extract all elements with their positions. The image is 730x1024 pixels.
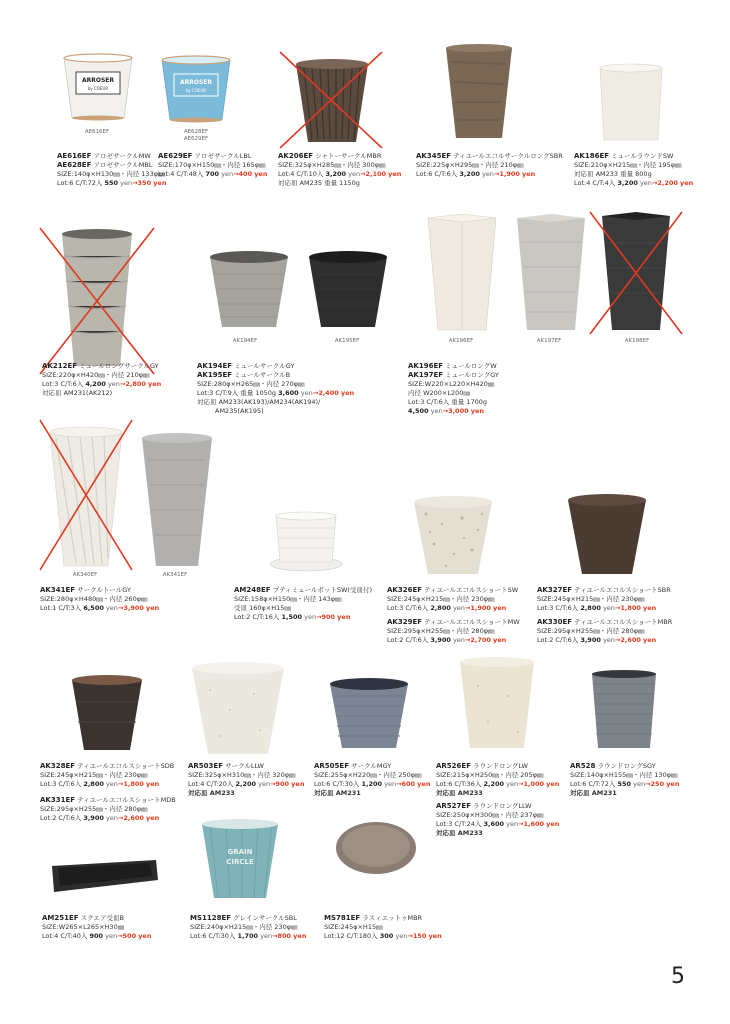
product-info: AR527EF ラウンドロングLLW SIZE:250φ×H300㎜・内径 237φ㎜ Lot:3 C/T:24入 3,600 yen→1,600 yen 対応皿 AM233 (436, 802, 560, 837)
product-image-ak212ef (36, 226, 158, 376)
product-info: AK186EF ミュールラウンドSW SIZE:210φ×H215㎜・内径 195φ㎜ 対応皿 AM233 重量 800g Lot:4 C/T:4入 3,200 yen→2,200 yen (574, 152, 694, 187)
product-image-ak195ef (307, 249, 389, 331)
product-image-ak196ef (426, 212, 498, 334)
pot-print-brand: GRAIN (227, 848, 253, 856)
product-info: AR528 ラウンドロングSGY SIZE:140φ×H155㎜・内径 130φ㎜ Lot:6 C/T:72入 550 yen→250 yen 対応皿 AM231 (570, 762, 680, 797)
image-label: AK195EF (334, 338, 360, 344)
product-info: AK326EF ティユールエコルスショートSW SIZE:245φ×H215㎜・内径 230φ㎜ Lot:3 C/T:6入 2,800 yen→1,900 yen (387, 586, 519, 612)
product-image-ak328ef (70, 672, 144, 754)
image-label: AK197EF (536, 338, 562, 344)
product-image-ak327ef (566, 492, 648, 578)
product-image-ar505ef (328, 676, 410, 752)
product-info: AK327EF ティユールエコルスショートSBR SIZE:245φ×H215㎜・内径 230φ㎜ Lot:3 C/T:6入 2,800 yen→1,800 yen (537, 586, 671, 612)
product-image-ms781ef (334, 816, 418, 876)
product-image-ak326ef (412, 494, 494, 578)
pot-print-sub: CIRCLE (226, 858, 254, 866)
product-info: AM251EF スクエア受皿B SIZE:W265×L265×H30㎜ Lot:4 C/T:40入 900 yen→500 yen (42, 914, 152, 940)
pot-print-sub: by COEUR (87, 86, 109, 91)
product-image-am251ef (48, 856, 160, 898)
product-image-am248ef (268, 508, 344, 574)
product-info: MS781EF ラスィエットゥMBR SIZE:245φ×H15㎜ Lot:12 C/T:180入 300 yen→150 yen (324, 914, 442, 940)
product-image-ae628ef (158, 54, 234, 126)
page-number: 5 (671, 964, 685, 989)
pot-print-brand: ARROSER (179, 79, 213, 86)
image-label: AK341EF (162, 572, 188, 578)
product-image-ar526ef (458, 656, 536, 752)
product-image-ak341ef (140, 430, 214, 570)
product-info: AR503EF サークルLLW SIZE:325φ×H310㎜・内径 320φ㎜ Lot:4 C/T:20入 2,200 yen→900 yen 対応皿 AM233 (188, 762, 305, 797)
product-image-ak340ef (38, 418, 134, 574)
product-image-ar528 (590, 668, 658, 752)
product-image-ak197ef (515, 212, 587, 334)
image-label: AK196EF (448, 338, 474, 344)
image-label: AK194EF (232, 338, 258, 344)
product-image-ak186ef (596, 62, 666, 144)
product-image-ak198ef (588, 208, 684, 338)
product-image-ae616ef (60, 52, 136, 124)
product-info: AE629EF アロゼサークルLBL SIZE:170φ×H150㎜・内径 165φ㎜ Lot:4 C/T:48入 700 yen→400 yen (158, 152, 268, 178)
product-info: AK196EF ミュールロングW AK197EF ミュールロングGY SIZE:W220×L220×H420㎜ 内径 W200×L200㎜ Lot:3 C/T:6入 重量 1700g 4,500 yen→3,000 yen (408, 362, 499, 415)
product-info: AK328EF ティユールエコルスショートSDB SIZE:245φ×H215㎜・内径 230φ㎜ Lot:3 C/T:6入 2,800 yen→1,800 yen (40, 762, 175, 788)
image-label: AE628EF AE629EF (183, 129, 209, 142)
product-info: AR526EF ラウンドロングLW SIZE:215φ×H250㎜・内径 205φ㎜ Lot:6 C/T:36入 2,200 yen→1,000 yen 対応皿 AM233 (436, 762, 560, 797)
image-label: AK198EF (624, 338, 650, 344)
product-image-ms1128ef (200, 816, 280, 902)
image-label: AK340EF (72, 572, 98, 578)
product-info: AK212EF ミュールロングサークルGY SIZE:220φ×H420㎜・内径 210φ㎜ Lot:3 C/T:6入 4,200 yen→2,800 yen 対応皿 AM231(AK212) (42, 362, 162, 397)
pot-print-brand: ARROSER (81, 77, 115, 84)
product-info: AK345EF ティユールエコルサークルロングSBR SIZE:225φ×H295㎜・内径 210φ㎜ Lot:6 C/T:6入 3,200 yen→1,900 yen (416, 152, 563, 178)
product-info: AK331EF ティユールエコルスショートMDB SIZE:295φ×H255㎜・内径 280φ㎜ Lot:2 C/T:6入 3,900 yen→2,600 yen (40, 796, 176, 822)
product-info: AK206EF シャトーサークルMBR SIZE:325φ×H285㎜・内径 300φ㎜ Lot:4 C/T:10入 3,200 yen→2,100 yen 対応皿 AM235 重量 1150g (278, 152, 402, 187)
product-image-ar503ef (190, 660, 286, 758)
product-info: MS1128EF グレインサークルSBL SIZE:240φ×H215㎜・内径 230φ㎜ Lot:6 C/T:30入 1,700 yen→800 yen (190, 914, 307, 940)
image-label: AE616EF (84, 129, 110, 135)
pot-print-sub: by COEUR (185, 88, 207, 93)
product-image-ak194ef (208, 249, 290, 331)
product-image-ak206ef (276, 50, 388, 150)
product-info: AK194EF ミュールサークルGY AK195EF ミュールサークルB SIZE:280φ×H265㎜・内径 270φ㎜ Lot:3 C/T:9入 重量 1050g 3,600 yen→2,400 yen 対応皿 AM233(AK193)/AM234(AK194)/ AM235(AK195) (197, 362, 355, 415)
product-info: AR505EF サークルMGY SIZE:255φ×H220㎜・内径 250φ㎜ Lot:6 C/T:30入 1,200 yen→600 yen 対応皿 AM231 (314, 762, 431, 797)
product-info: AE616EF アロゼサークルMW AE628EF アロゼサークルMBL SIZE:140φ×H130㎜・内径 133φ㎜ Lot:6 C/T:72入 550 yen→350 yen (57, 152, 167, 187)
product-info: AK330EF ティユールエコルスショートMBR SIZE:295φ×H255㎜・内径 280φ㎜ Lot:2 C/T:6入 3,900 yen→2,600 yen (537, 618, 673, 644)
product-info: AK341EF サークルトールGY SIZE:280φ×H480㎜・内径 260φ㎜ Lot:1 C/T:3入 6,500 yen→3,900 yen (40, 586, 160, 612)
product-info: AM248EF プティミュールポットSW(受皿付) SIZE:158φ×H150㎜・内径 143φ㎜ 受皿 160φ×H15㎜ Lot:2 C/T:16入 1,500 yen→900 yen (234, 586, 372, 621)
product-image-ak345ef (444, 42, 514, 142)
product-info: AK329EF ティユールエコルスショートMW SIZE:295φ×H255㎜・内径 280φ㎜ Lot:2 C/T:6入 3,900 yen→2,700 yen (387, 618, 520, 644)
